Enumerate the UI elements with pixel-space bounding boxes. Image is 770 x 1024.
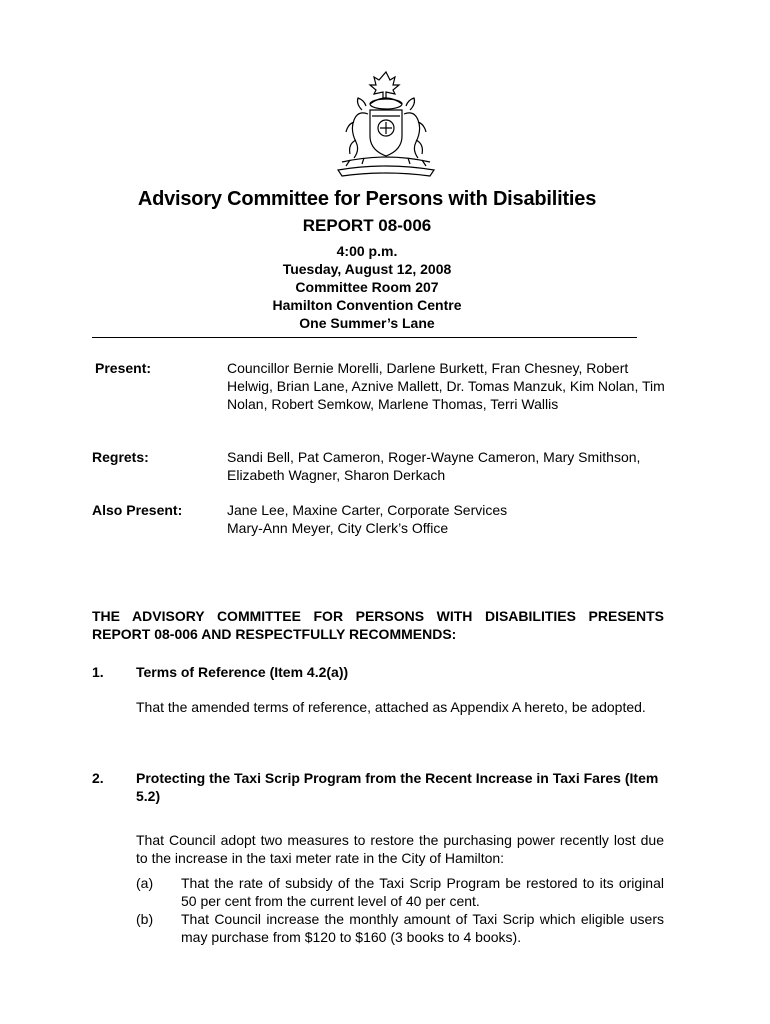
committee-title: Advisory Committee for Persons with Disabilities	[137, 188, 597, 210]
sub-item-letter: (a)	[136, 875, 154, 891]
also-present-label: Also Present:	[92, 502, 183, 518]
item-body: That the amended terms of reference, attached as Appendix A hereto, be adopted.	[136, 699, 646, 715]
item-body: That Council adopt two measures to restore the purchasing power recently lost due to the increase in the taxi meter rate in the City of Hamilton:	[136, 832, 664, 866]
meeting-time: 4:00 p.m.	[336, 243, 398, 259]
regrets-names: Sandi Bell, Pat Cameron, Roger-Wayne Cameron, Mary Smithson, Elizabeth Wagner, Sharon Derkach	[227, 449, 641, 483]
meeting-date: Tuesday, August 12, 2008	[282, 261, 452, 277]
header-divider	[92, 337, 637, 338]
meeting-address: One Summer’s Lane	[299, 315, 435, 331]
present-label: Present:	[95, 360, 152, 376]
recommendations-intro: THE ADVISORY COMMITTEE FOR PERSONS WITH DISABILITIES PRESENTS REPORT 08-006 AND RESPECTFULLY RECOMMENDS:	[92, 608, 664, 642]
city-crest-icon	[332, 70, 440, 180]
also-present-line: Mary-Ann Meyer, City Clerk’s Office	[227, 520, 449, 536]
regrets-label: Regrets:	[92, 449, 149, 465]
present-names: Councillor Bernie Morelli, Darlene Burkett, Fran Chesney, Robert Helwig, Brian Lane, Aznive Mallett, Dr. Tomas Manzuk, Kim Nolan, Tim Nolan, Robert Semkow, Marlene Thomas, Terri Wallis	[227, 360, 665, 412]
sub-item-text: That Council increase the monthly amount of Taxi Scrip which eligible users may purchase from $120 to $160 (3 books to 4 books).	[181, 911, 664, 945]
item-heading: Protecting the Taxi Scrip Program from the Recent Increase in Taxi Fares (Item 5.2)	[136, 770, 659, 804]
meeting-room: Committee Room 207	[295, 279, 439, 295]
meeting-venue: Hamilton Convention Centre	[272, 297, 462, 313]
item-number: 2.	[92, 770, 104, 786]
also-present-line: Jane Lee, Maxine Carter, Corporate Services	[227, 502, 508, 518]
meeting-details	[0, 242, 752, 332]
also-present-names	[227, 501, 667, 537]
sub-item-letter: (b)	[136, 911, 154, 927]
report-number: REPORT 08-006	[302, 216, 432, 235]
item-number: 1.	[92, 664, 104, 680]
item-heading: Terms of Reference (Item 4.2(a))	[136, 664, 349, 680]
sub-item-text: That the rate of subsidy of the Taxi Scrip Program be restored to its original 50 per cent from the current level of 40 per cent.	[181, 875, 664, 909]
